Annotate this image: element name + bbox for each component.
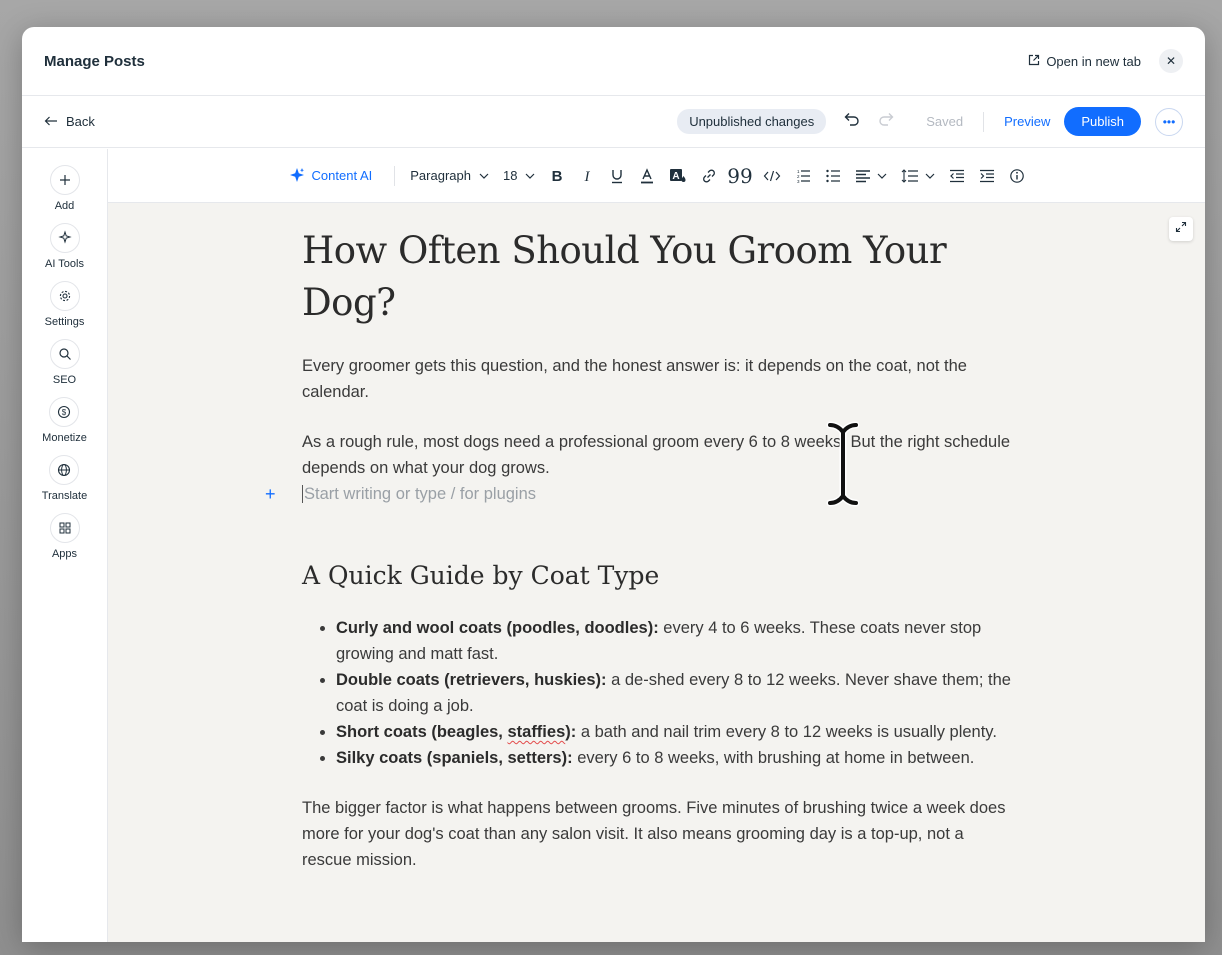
- plus-icon: [50, 165, 80, 195]
- bold-button[interactable]: [542, 161, 572, 191]
- quote-icon: [727, 163, 754, 188]
- globe-icon: [49, 455, 79, 485]
- sidebar-item-translate[interactable]: [42, 455, 87, 502]
- empty-paragraph[interactable]: [265, 481, 1012, 507]
- list-item-bold: [336, 723, 576, 741]
- arrow-left-icon: [44, 114, 58, 129]
- svg-text:$: $: [62, 408, 67, 417]
- post-title[interactable]: How Often Should You Groom Your Dog?: [302, 229, 947, 324]
- sidebar-item-label: Settings: [44, 316, 85, 328]
- content-ai-button[interactable]: [281, 161, 387, 191]
- open-in-new-tab-link[interactable]: [1028, 54, 1141, 69]
- unpublished-status-badge: Unpublished changes: [677, 109, 826, 134]
- formatting-toolbar: [108, 149, 1205, 203]
- list-item-bold-pre: Short coats (beagles,: [336, 723, 508, 741]
- bulleted-list-button[interactable]: [818, 161, 848, 191]
- numbered-list-icon: [795, 169, 811, 183]
- list-item[interactable]: [336, 745, 1012, 771]
- editor-canvas[interactable]: [108, 203, 1205, 942]
- post-document[interactable]: [265, 225, 1012, 873]
- list-item[interactable]: [336, 719, 1012, 745]
- svg-text:3: 3: [797, 178, 800, 184]
- more-dots-icon: •••: [1162, 114, 1176, 129]
- chevron-down-icon: [525, 173, 535, 179]
- sidebar-item-add[interactable]: [50, 165, 80, 212]
- list-item-text: every 6 to 8 weeks, with brushing at home in between.: [572, 749, 975, 767]
- link-icon: [701, 168, 717, 184]
- sidebar-item-monetize[interactable]: [42, 397, 87, 444]
- list-item-text: every 4 to 6 weeks. These coats never stop growing and matt fast.: [336, 619, 982, 663]
- back-button[interactable]: [44, 114, 95, 129]
- writing-placeholder: Start writing or type / for plugins: [304, 485, 537, 503]
- chevron-down-icon: [479, 173, 489, 179]
- paragraph-style-value: Paragraph: [410, 168, 471, 183]
- chevron-down-icon: [877, 173, 887, 179]
- list-item-text: a bath and nail trim every 8 to 12 weeks is usually plenty.: [576, 723, 997, 741]
- italic-icon: [579, 168, 595, 184]
- manage-posts-modal: [22, 27, 1205, 942]
- svg-text:1: 1: [797, 168, 800, 174]
- indent-icon: [979, 169, 995, 183]
- line-spacing-icon: [901, 169, 919, 183]
- search-icon: [50, 339, 80, 369]
- add-block-plus-icon[interactable]: +: [265, 484, 276, 504]
- sidebar-item-settings[interactable]: [45, 281, 85, 328]
- expand-icon: [1175, 220, 1187, 238]
- preview-button[interactable]: Preview: [1004, 114, 1051, 129]
- bulleted-list-icon: [825, 169, 841, 183]
- sparkle-icon: [288, 167, 306, 185]
- sidebar-item-label: Apps: [51, 548, 78, 560]
- spellcheck-word: staffies: [507, 723, 566, 741]
- list-item[interactable]: [336, 615, 1012, 667]
- gear-icon: [50, 281, 80, 311]
- underline-icon: [609, 168, 625, 184]
- paragraph-closing[interactable]: The bigger factor is what happens between grooms. Five minutes of brushing twice a week does more for your dog's coat than any salon visit. It also means grooming day is a top-up, not a rescue mission.: [302, 799, 1006, 869]
- redo-icon: [878, 111, 896, 132]
- list-item[interactable]: [336, 667, 1012, 719]
- list-item-text: a de-shed every 8 to 12 weeks. Never shave them; the coat is doing a job.: [336, 671, 1011, 715]
- editor-topbar: [22, 96, 1205, 148]
- paragraph-style-dropdown[interactable]: [403, 161, 496, 191]
- font-size-value: 18: [502, 168, 518, 183]
- quote-button[interactable]: [724, 161, 756, 191]
- list-item-bold: Double coats (retrievers, huskies):: [336, 671, 607, 689]
- bold-icon: [549, 168, 565, 184]
- topbar-divider: [983, 112, 984, 132]
- svg-text:B: B: [552, 167, 563, 185]
- alignment-dropdown[interactable]: [848, 161, 894, 191]
- expand-editor-button[interactable]: [1169, 217, 1193, 241]
- undo-button[interactable]: [840, 111, 862, 133]
- modal-header: [22, 27, 1205, 96]
- svg-text:99: 99: [727, 163, 754, 188]
- info-icon: [1009, 168, 1025, 184]
- svg-text:I: I: [584, 168, 590, 185]
- svg-text:A: A: [672, 170, 681, 182]
- list-item-bold: Silky coats (spaniels, setters):: [336, 749, 573, 767]
- align-left-icon: [855, 169, 871, 183]
- italic-button[interactable]: [572, 161, 602, 191]
- numbered-list-button[interactable]: [788, 161, 818, 191]
- sidebar-item-label: Monetize: [42, 432, 87, 444]
- outdent-icon: [949, 169, 965, 183]
- open-in-new-tab-label: Open in new tab: [1046, 53, 1141, 69]
- decrease-indent-button[interactable]: [942, 161, 972, 191]
- apps-icon: [50, 513, 80, 543]
- sidebar-item-label: Add: [54, 200, 75, 212]
- paragraph-rule[interactable]: As a rough rule, most dogs need a professional groom every 6 to 8 weeks. But the right schedule depends on what your dog grows.: [302, 433, 1011, 477]
- chevron-down-icon: [925, 173, 935, 179]
- close-button[interactable]: [1159, 49, 1183, 73]
- sparkle-icon: [50, 223, 80, 253]
- info-button[interactable]: [1002, 161, 1032, 191]
- modal-title: Manage Posts: [44, 52, 145, 70]
- sidebar-item-label: AI Tools: [45, 258, 84, 270]
- section-heading[interactable]: A Quick Guide by Coat Type: [302, 561, 660, 590]
- sidebar-item-ai-tools[interactable]: [45, 223, 84, 270]
- content-ai-label: Content AI: [311, 168, 373, 183]
- svg-text:2: 2: [797, 173, 800, 179]
- dollar-icon: [49, 397, 79, 427]
- highlight-icon: [669, 168, 687, 184]
- underline-button[interactable]: [602, 161, 632, 191]
- more-actions-button[interactable]: [1155, 108, 1183, 136]
- external-link-icon: [1028, 54, 1040, 69]
- publish-button[interactable]: Publish: [1064, 107, 1141, 136]
- left-sidebar: [22, 149, 108, 942]
- link-button[interactable]: [694, 161, 724, 191]
- back-label: Back: [66, 114, 95, 129]
- close-icon: ✕: [1165, 54, 1177, 68]
- line-spacing-dropdown[interactable]: [894, 161, 942, 191]
- font-size-dropdown[interactable]: [496, 161, 542, 191]
- code-block-button[interactable]: [756, 161, 788, 191]
- paragraph-intro[interactable]: Every groomer gets this question, and the honest answer is: it depends on the coat, not the calendar.: [302, 357, 967, 401]
- saved-indicator: Saved: [926, 114, 964, 129]
- toolbar-divider: [394, 166, 395, 186]
- sidebar-item-label: SEO: [52, 374, 77, 386]
- list-item-bold: Curly and wool coats (poodles, doodles):: [336, 619, 659, 637]
- text-color-button[interactable]: [632, 161, 662, 191]
- code-icon: [763, 169, 781, 183]
- highlight-color-button[interactable]: [662, 161, 694, 191]
- sidebar-item-label: Translate: [41, 490, 88, 502]
- sidebar-item-seo[interactable]: [50, 339, 80, 386]
- sidebar-item-apps[interactable]: [50, 513, 80, 560]
- redo-button[interactable]: [876, 111, 898, 133]
- text-color-icon: [639, 168, 655, 184]
- list-item-bold-post: ):: [565, 723, 577, 741]
- undo-icon: [842, 111, 860, 132]
- increase-indent-button[interactable]: [972, 161, 1002, 191]
- coat-type-list[interactable]: [302, 615, 1012, 771]
- text-cursor-icon: [826, 422, 860, 511]
